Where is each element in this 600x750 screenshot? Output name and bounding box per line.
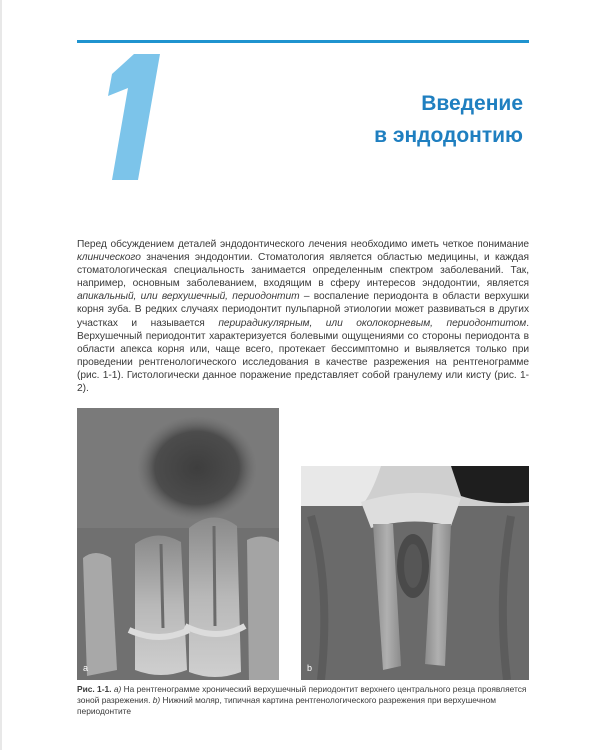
chapter-title-line1: Введение	[421, 92, 523, 115]
xray-image-a	[77, 408, 279, 680]
xray-figure-b	[301, 466, 529, 680]
caption-a-marker: a)	[113, 684, 122, 694]
caption-b-text: Нижний моляр, типичная картина рентгенологического разрежения при верхушечном периодонтите	[77, 695, 497, 716]
caption-b-marker: b)	[152, 695, 161, 705]
body-paragraph	[77, 238, 529, 395]
caption-ref: Рис. 1-1.	[77, 684, 112, 694]
xray-image-b	[301, 466, 529, 680]
xray-figure-a	[77, 408, 279, 680]
caption-a-text: На рентгенограмме хронический верхушечный периодонтит верхнего центрального резца проявляется зоной разрежения.	[77, 684, 527, 705]
figure-b-label: b	[307, 663, 313, 673]
body-text-2: значения эндодонтии. Стоматология является областью медицины, и каждая стоматологическая специальность занимается определенным спектром заболеваний. Так, например, основным заболеванием, входящим в сферу интересов эндодонтии, является	[77, 252, 529, 290]
body-emphasis-2: апикальный, или верхушечный, периодонтит	[77, 291, 300, 303]
chapter-number	[90, 52, 170, 182]
figure-a-label: a	[83, 663, 89, 673]
body-emphasis-3: перирадикулярным, или околокорневым, периодонтитом	[218, 317, 527, 329]
chapter-number-glyph	[90, 52, 170, 182]
figure-caption	[77, 684, 529, 717]
body-emphasis-1: клинического	[77, 252, 141, 264]
body-text-4: . Верхушечный периодонтит характеризуется болевыми ощущениями со стороны периодонта в области апекса корня или, чаще всего, протекает бессимптомно и выявляется только при проведении рентгенологического исследования в качестве разрежения на рентгенограмме (рис. 1-1). Гистологически данное поражение представляет собой гранулему или кисту (рис. 1-2).	[77, 317, 529, 395]
body-text-3: – воспаление периодонта в области верхушки корня зуба. В редких случаях периодонтит пульпарной этиологии может развиваться в других участках и называется	[77, 291, 529, 329]
body-text-1: Перед обсуждением деталей эндодонтического лечения необходимо иметь четкое понимание	[77, 239, 529, 250]
chapter-title	[374, 88, 523, 152]
top-rule	[77, 40, 529, 43]
chapter-title-line2: в эндодонтию	[374, 124, 523, 147]
page-edge	[0, 0, 2, 750]
